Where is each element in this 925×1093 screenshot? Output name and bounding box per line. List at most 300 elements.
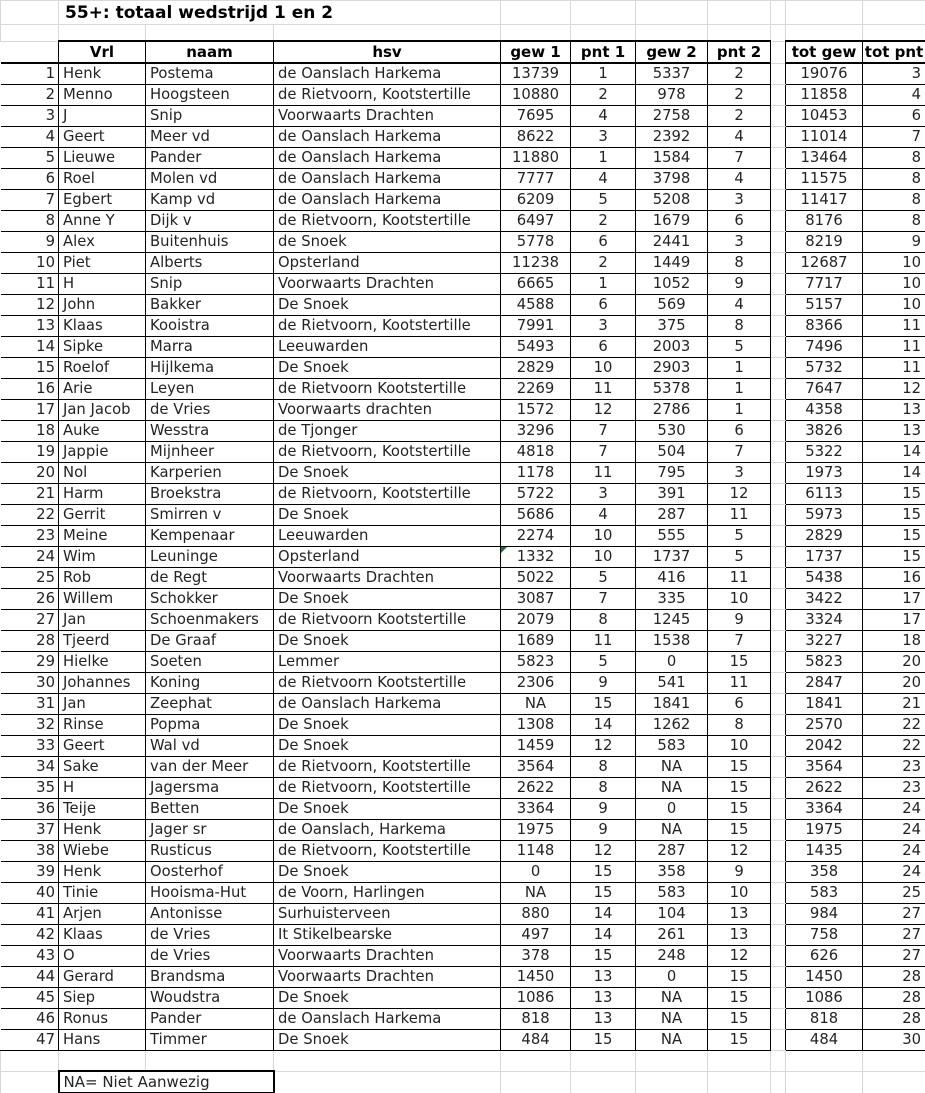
- rank-cell[interactable]: 44: [1, 967, 59, 988]
- pnt1-cell[interactable]: 8: [571, 778, 636, 799]
- rank-cell[interactable]: 15: [1, 358, 59, 379]
- firstname-cell[interactable]: Roel: [59, 169, 146, 190]
- header-gew1[interactable]: gew 1: [501, 41, 571, 63]
- totpnt-cell[interactable]: 23: [863, 757, 925, 778]
- pnt2-cell[interactable]: 15: [708, 799, 771, 820]
- rank-cell[interactable]: 27: [1, 610, 59, 631]
- totgew-cell[interactable]: 11575: [786, 169, 863, 190]
- pnt2-cell[interactable]: 15: [708, 967, 771, 988]
- totpnt-cell[interactable]: 27: [863, 946, 925, 967]
- pnt2-cell[interactable]: 13: [708, 925, 771, 946]
- empty-cell[interactable]: [501, 1051, 571, 1072]
- rank-cell[interactable]: 8: [1, 211, 59, 232]
- gew2-cell[interactable]: 2003: [636, 337, 708, 358]
- pnt2-cell[interactable]: 15: [708, 1009, 771, 1030]
- gew2-cell[interactable]: 504: [636, 442, 708, 463]
- totgew-cell[interactable]: 1450: [786, 967, 863, 988]
- club-cell[interactable]: de Rietvoorn Kootstertille: [274, 673, 501, 694]
- gew1-cell[interactable]: 0: [501, 862, 571, 883]
- lastname-cell[interactable]: Soeten: [146, 652, 274, 673]
- pnt1-cell[interactable]: 14: [571, 925, 636, 946]
- rank-cell[interactable]: 20: [1, 463, 59, 484]
- totgew-cell[interactable]: 5157: [786, 295, 863, 316]
- firstname-cell[interactable]: Wiebe: [59, 841, 146, 862]
- pnt1-cell[interactable]: 3: [571, 316, 636, 337]
- rank-cell[interactable]: 36: [1, 799, 59, 820]
- header-totgew[interactable]: tot gew: [786, 41, 863, 63]
- gew1-cell[interactable]: 378: [501, 946, 571, 967]
- totpnt-cell[interactable]: 15: [863, 526, 925, 547]
- gew2-cell[interactable]: 391: [636, 484, 708, 505]
- club-cell[interactable]: De Snoek: [274, 295, 501, 316]
- totgew-cell[interactable]: 3364: [786, 799, 863, 820]
- gew2-cell[interactable]: 978: [636, 85, 708, 106]
- pnt2-cell[interactable]: 3: [708, 190, 771, 211]
- gew1-cell[interactable]: 1572: [501, 400, 571, 421]
- totpnt-cell[interactable]: 17: [863, 589, 925, 610]
- club-cell[interactable]: de Oanslach, Harkema: [274, 820, 501, 841]
- totpnt-cell[interactable]: 27: [863, 925, 925, 946]
- gew2-cell[interactable]: 1262: [636, 715, 708, 736]
- totgew-cell[interactable]: 2847: [786, 673, 863, 694]
- totpnt-cell[interactable]: 14: [863, 442, 925, 463]
- pnt1-cell[interactable]: 5: [571, 568, 636, 589]
- firstname-cell[interactable]: Egbert: [59, 190, 146, 211]
- club-cell[interactable]: De Snoek: [274, 988, 501, 1009]
- totpnt-cell[interactable]: 15: [863, 547, 925, 568]
- pnt1-cell[interactable]: 14: [571, 904, 636, 925]
- gew1-cell[interactable]: 5722: [501, 484, 571, 505]
- gew2-cell[interactable]: 2903: [636, 358, 708, 379]
- gew2-cell[interactable]: 375: [636, 316, 708, 337]
- rank-cell[interactable]: 23: [1, 526, 59, 547]
- gew1-cell[interactable]: 13739: [501, 63, 571, 85]
- totgew-cell[interactable]: 7496: [786, 337, 863, 358]
- totgew-cell[interactable]: 3826: [786, 421, 863, 442]
- firstname-cell[interactable]: Hans: [59, 1030, 146, 1051]
- gew1-cell[interactable]: 818: [501, 1009, 571, 1030]
- empty-cell[interactable]: [501, 25, 571, 42]
- club-cell[interactable]: De Snoek: [274, 799, 501, 820]
- rank-cell[interactable]: 16: [1, 379, 59, 400]
- totgew-cell[interactable]: 1086: [786, 988, 863, 1009]
- gew2-cell[interactable]: 583: [636, 883, 708, 904]
- totgew-cell[interactable]: 8366: [786, 316, 863, 337]
- gew2-cell[interactable]: NA: [636, 757, 708, 778]
- gew1-cell[interactable]: 5823: [501, 652, 571, 673]
- gew2-cell[interactable]: 583: [636, 736, 708, 757]
- lastname-cell[interactable]: Antonisse: [146, 904, 274, 925]
- firstname-cell[interactable]: Rob: [59, 568, 146, 589]
- pnt1-cell[interactable]: 11: [571, 379, 636, 400]
- rank-cell[interactable]: 4: [1, 127, 59, 148]
- club-cell[interactable]: De Snoek: [274, 358, 501, 379]
- pnt1-cell[interactable]: 15: [571, 862, 636, 883]
- totgew-cell[interactable]: 8176: [786, 211, 863, 232]
- gew1-cell[interactable]: 1689: [501, 631, 571, 652]
- empty-cell[interactable]: [636, 1071, 708, 1093]
- firstname-cell[interactable]: Ronus: [59, 1009, 146, 1030]
- club-cell[interactable]: de Rietvoorn, Kootstertille: [274, 484, 501, 505]
- gew1-cell[interactable]: 5686: [501, 505, 571, 526]
- lastname-cell[interactable]: Schoenmakers: [146, 610, 274, 631]
- gew1-cell[interactable]: 7991: [501, 316, 571, 337]
- pnt2-cell[interactable]: 3: [708, 463, 771, 484]
- club-cell[interactable]: Opsterland: [274, 547, 501, 568]
- rank-cell[interactable]: 18: [1, 421, 59, 442]
- pnt2-cell[interactable]: 6: [708, 211, 771, 232]
- club-cell[interactable]: Lemmer: [274, 652, 501, 673]
- totpnt-cell[interactable]: 9: [863, 232, 925, 253]
- club-cell[interactable]: de Oanslach Harkema: [274, 148, 501, 169]
- rank-cell[interactable]: 30: [1, 673, 59, 694]
- pnt2-cell[interactable]: 1: [708, 358, 771, 379]
- gew1-cell[interactable]: 11238: [501, 253, 571, 274]
- pnt1-cell[interactable]: 8: [571, 757, 636, 778]
- gew2-cell[interactable]: 287: [636, 505, 708, 526]
- totgew-cell[interactable]: 3227: [786, 631, 863, 652]
- pnt2-cell[interactable]: 8: [708, 316, 771, 337]
- pnt1-cell[interactable]: 10: [571, 358, 636, 379]
- pnt2-cell[interactable]: 12: [708, 841, 771, 862]
- gew2-cell[interactable]: 555: [636, 526, 708, 547]
- gew2-cell[interactable]: NA: [636, 778, 708, 799]
- rank-cell[interactable]: 3: [1, 106, 59, 127]
- lastname-cell[interactable]: Postema: [146, 63, 274, 85]
- pnt2-cell[interactable]: 4: [708, 169, 771, 190]
- totpnt-cell[interactable]: 10: [863, 295, 925, 316]
- pnt2-cell[interactable]: 15: [708, 1030, 771, 1051]
- firstname-cell[interactable]: Meine: [59, 526, 146, 547]
- empty-cell[interactable]: [786, 1051, 863, 1072]
- gew2-cell[interactable]: 1052: [636, 274, 708, 295]
- pnt2-cell[interactable]: 7: [708, 631, 771, 652]
- gew1-cell[interactable]: 1459: [501, 736, 571, 757]
- rank-cell[interactable]: 32: [1, 715, 59, 736]
- pnt2-cell[interactable]: 6: [708, 694, 771, 715]
- lastname-cell[interactable]: Brandsma: [146, 967, 274, 988]
- gew2-cell[interactable]: 1538: [636, 631, 708, 652]
- gew2-cell[interactable]: NA: [636, 1030, 708, 1051]
- lastname-cell[interactable]: Schokker: [146, 589, 274, 610]
- gew2-cell[interactable]: NA: [636, 988, 708, 1009]
- rank-cell[interactable]: 26: [1, 589, 59, 610]
- pnt2-cell[interactable]: 9: [708, 274, 771, 295]
- club-cell[interactable]: de Tjonger: [274, 421, 501, 442]
- lastname-cell[interactable]: Hooisma-Hut: [146, 883, 274, 904]
- firstname-cell[interactable]: Teije: [59, 799, 146, 820]
- empty-cell[interactable]: [1, 1051, 59, 1072]
- lastname-cell[interactable]: de Regt: [146, 568, 274, 589]
- totgew-cell[interactable]: 2622: [786, 778, 863, 799]
- rank-cell[interactable]: 12: [1, 295, 59, 316]
- pnt1-cell[interactable]: 10: [571, 547, 636, 568]
- lastname-cell[interactable]: Snip: [146, 106, 274, 127]
- totgew-cell[interactable]: 7717: [786, 274, 863, 295]
- header-naam[interactable]: naam: [146, 41, 274, 63]
- firstname-cell[interactable]: Geert: [59, 127, 146, 148]
- totpnt-cell[interactable]: 8: [863, 148, 925, 169]
- firstname-cell[interactable]: Klaas: [59, 316, 146, 337]
- empty-cell[interactable]: [786, 25, 863, 42]
- lastname-cell[interactable]: Koning: [146, 673, 274, 694]
- totpnt-cell[interactable]: 28: [863, 1009, 925, 1030]
- club-cell[interactable]: Voorwaarts drachten: [274, 400, 501, 421]
- empty-cell[interactable]: [501, 1, 571, 25]
- totgew-cell[interactable]: 10453: [786, 106, 863, 127]
- firstname-cell[interactable]: H: [59, 274, 146, 295]
- firstname-cell[interactable]: H: [59, 778, 146, 799]
- pnt2-cell[interactable]: 4: [708, 295, 771, 316]
- totpnt-cell[interactable]: 10: [863, 274, 925, 295]
- gew1-cell[interactable]: 3364: [501, 799, 571, 820]
- rank-cell[interactable]: 45: [1, 988, 59, 1009]
- lastname-cell[interactable]: Hijlkema: [146, 358, 274, 379]
- rank-cell[interactable]: 31: [1, 694, 59, 715]
- club-cell[interactable]: de Rietvoorn, Kootstertille: [274, 757, 501, 778]
- gew2-cell[interactable]: 3798: [636, 169, 708, 190]
- pnt1-cell[interactable]: 11: [571, 463, 636, 484]
- empty-cell[interactable]: [708, 1, 771, 25]
- rank-cell[interactable]: 35: [1, 778, 59, 799]
- empty-cell[interactable]: [771, 1051, 786, 1072]
- totgew-cell[interactable]: 818: [786, 1009, 863, 1030]
- lastname-cell[interactable]: Karperien: [146, 463, 274, 484]
- totgew-cell[interactable]: 3564: [786, 757, 863, 778]
- gew1-cell[interactable]: 1308: [501, 715, 571, 736]
- club-cell[interactable]: de Rietvoorn, Kootstertille: [274, 778, 501, 799]
- empty-cell[interactable]: [636, 1051, 708, 1072]
- club-cell[interactable]: De Snoek: [274, 505, 501, 526]
- totpnt-cell[interactable]: 8: [863, 169, 925, 190]
- totgew-cell[interactable]: 4358: [786, 400, 863, 421]
- totgew-cell[interactable]: 19076: [786, 63, 863, 85]
- gew1-cell[interactable]: 484: [501, 1030, 571, 1051]
- totgew-cell[interactable]: 1737: [786, 547, 863, 568]
- totgew-cell[interactable]: 2829: [786, 526, 863, 547]
- totpnt-cell[interactable]: 10: [863, 253, 925, 274]
- empty-cell[interactable]: [274, 1051, 501, 1072]
- firstname-cell[interactable]: Henk: [59, 862, 146, 883]
- gew2-cell[interactable]: NA: [636, 1009, 708, 1030]
- totgew-cell[interactable]: 2570: [786, 715, 863, 736]
- pnt2-cell[interactable]: 2: [708, 63, 771, 85]
- lastname-cell[interactable]: Wal vd: [146, 736, 274, 757]
- pnt1-cell[interactable]: 12: [571, 400, 636, 421]
- pnt1-cell[interactable]: 14: [571, 715, 636, 736]
- totpnt-cell[interactable]: 27: [863, 904, 925, 925]
- pnt2-cell[interactable]: 4: [708, 127, 771, 148]
- totpnt-cell[interactable]: 20: [863, 652, 925, 673]
- gew2-cell[interactable]: 1449: [636, 253, 708, 274]
- pnt2-cell[interactable]: 3: [708, 232, 771, 253]
- pnt2-cell[interactable]: 9: [708, 610, 771, 631]
- totpnt-cell[interactable]: 11: [863, 358, 925, 379]
- gew1-cell[interactable]: 1450: [501, 967, 571, 988]
- totpnt-cell[interactable]: 8: [863, 190, 925, 211]
- firstname-cell[interactable]: Wim: [59, 547, 146, 568]
- totgew-cell[interactable]: 583: [786, 883, 863, 904]
- pnt2-cell[interactable]: 12: [708, 946, 771, 967]
- empty-cell[interactable]: [1, 1071, 59, 1093]
- totpnt-cell[interactable]: 15: [863, 505, 925, 526]
- gew2-cell[interactable]: 1679: [636, 211, 708, 232]
- firstname-cell[interactable]: Jan Jacob: [59, 400, 146, 421]
- pnt1-cell[interactable]: 2: [571, 85, 636, 106]
- totpnt-cell[interactable]: 16: [863, 568, 925, 589]
- gew2-cell[interactable]: 335: [636, 589, 708, 610]
- pnt1-cell[interactable]: 7: [571, 421, 636, 442]
- lastname-cell[interactable]: Pander: [146, 148, 274, 169]
- firstname-cell[interactable]: Klaas: [59, 925, 146, 946]
- gew1-cell[interactable]: 1975: [501, 820, 571, 841]
- pnt1-cell[interactable]: 3: [571, 484, 636, 505]
- lastname-cell[interactable]: Kempenaar: [146, 526, 274, 547]
- rank-cell[interactable]: 19: [1, 442, 59, 463]
- gew2-cell[interactable]: 795: [636, 463, 708, 484]
- club-cell[interactable]: de Rietvoorn, Kootstertille: [274, 841, 501, 862]
- gew1-cell[interactable]: 7695: [501, 106, 571, 127]
- club-cell[interactable]: Leeuwarden: [274, 337, 501, 358]
- firstname-cell[interactable]: Arjen: [59, 904, 146, 925]
- pnt1-cell[interactable]: 12: [571, 841, 636, 862]
- pnt1-cell[interactable]: 6: [571, 295, 636, 316]
- totpnt-cell[interactable]: 23: [863, 778, 925, 799]
- gew2-cell[interactable]: 0: [636, 652, 708, 673]
- totpnt-cell[interactable]: 24: [863, 799, 925, 820]
- gew1-cell[interactable]: 1148: [501, 841, 571, 862]
- empty-cell[interactable]: [863, 25, 925, 42]
- pnt1-cell[interactable]: 15: [571, 694, 636, 715]
- pnt1-cell[interactable]: 13: [571, 1009, 636, 1030]
- pnt2-cell[interactable]: 11: [708, 505, 771, 526]
- empty-cell[interactable]: [863, 1051, 925, 1072]
- lastname-cell[interactable]: Dijk v: [146, 211, 274, 232]
- rank-cell[interactable]: 25: [1, 568, 59, 589]
- pnt2-cell[interactable]: 10: [708, 736, 771, 757]
- totpnt-cell[interactable]: 14: [863, 463, 925, 484]
- lastname-cell[interactable]: Bakker: [146, 295, 274, 316]
- pnt2-cell[interactable]: 5: [708, 337, 771, 358]
- totpnt-cell[interactable]: 8: [863, 211, 925, 232]
- pnt1-cell[interactable]: 9: [571, 673, 636, 694]
- totpnt-cell[interactable]: 11: [863, 337, 925, 358]
- firstname-cell[interactable]: Gerrit: [59, 505, 146, 526]
- lastname-cell[interactable]: Kooistra: [146, 316, 274, 337]
- empty-cell[interactable]: [863, 1071, 925, 1093]
- gew1-cell[interactable]: NA: [501, 883, 571, 904]
- club-cell[interactable]: de Oanslach Harkema: [274, 1009, 501, 1030]
- totgew-cell[interactable]: 6113: [786, 484, 863, 505]
- lastname-cell[interactable]: Marra: [146, 337, 274, 358]
- gew2-cell[interactable]: NA: [636, 820, 708, 841]
- empty-cell[interactable]: [571, 1, 636, 25]
- pnt2-cell[interactable]: 8: [708, 715, 771, 736]
- totgew-cell[interactable]: 13464: [786, 148, 863, 169]
- gew1-cell[interactable]: 10880: [501, 85, 571, 106]
- lastname-cell[interactable]: van der Meer: [146, 757, 274, 778]
- gew2-cell[interactable]: 0: [636, 967, 708, 988]
- pnt2-cell[interactable]: 13: [708, 904, 771, 925]
- pnt2-cell[interactable]: 6: [708, 421, 771, 442]
- club-cell[interactable]: Voorwaarts Drachten: [274, 106, 501, 127]
- empty-cell[interactable]: [274, 25, 501, 42]
- rank-cell[interactable]: 33: [1, 736, 59, 757]
- rank-cell[interactable]: 28: [1, 631, 59, 652]
- gew2-cell[interactable]: 104: [636, 904, 708, 925]
- pnt1-cell[interactable]: 15: [571, 946, 636, 967]
- totgew-cell[interactable]: 5823: [786, 652, 863, 673]
- gew2-cell[interactable]: 248: [636, 946, 708, 967]
- totgew-cell[interactable]: 358: [786, 862, 863, 883]
- totgew-cell[interactable]: 1841: [786, 694, 863, 715]
- lastname-cell[interactable]: Buitenhuis: [146, 232, 274, 253]
- club-cell[interactable]: de Oanslach Harkema: [274, 190, 501, 211]
- header-vrl[interactable]: Vrl: [59, 41, 146, 63]
- totgew-cell[interactable]: 984: [786, 904, 863, 925]
- pnt1-cell[interactable]: 8: [571, 610, 636, 631]
- totpnt-cell[interactable]: 24: [863, 820, 925, 841]
- totgew-cell[interactable]: 11014: [786, 127, 863, 148]
- totgew-cell[interactable]: 3324: [786, 610, 863, 631]
- pnt2-cell[interactable]: 7: [708, 442, 771, 463]
- rank-cell[interactable]: 41: [1, 904, 59, 925]
- gew2-cell[interactable]: 1245: [636, 610, 708, 631]
- gew1-cell[interactable]: 8622: [501, 127, 571, 148]
- firstname-cell[interactable]: Henk: [59, 63, 146, 85]
- pnt1-cell[interactable]: 6: [571, 337, 636, 358]
- pnt1-cell[interactable]: 7: [571, 442, 636, 463]
- totpnt-cell[interactable]: 22: [863, 736, 925, 757]
- rank-cell[interactable]: 11: [1, 274, 59, 295]
- firstname-cell[interactable]: Alex: [59, 232, 146, 253]
- club-cell[interactable]: de Oanslach Harkema: [274, 169, 501, 190]
- lastname-cell[interactable]: Molen vd: [146, 169, 274, 190]
- pnt1-cell[interactable]: 2: [571, 211, 636, 232]
- empty-cell[interactable]: [146, 25, 274, 42]
- lastname-cell[interactable]: de Vries: [146, 400, 274, 421]
- rank-cell[interactable]: 5: [1, 148, 59, 169]
- totgew-cell[interactable]: 5438: [786, 568, 863, 589]
- lastname-cell[interactable]: Zeephat: [146, 694, 274, 715]
- gew1-cell[interactable]: 1178: [501, 463, 571, 484]
- pnt1-cell[interactable]: 13: [571, 988, 636, 1009]
- totgew-cell[interactable]: 12687: [786, 253, 863, 274]
- gew1-cell[interactable]: 5022: [501, 568, 571, 589]
- lastname-cell[interactable]: Timmer: [146, 1030, 274, 1051]
- gew2-cell[interactable]: 2441: [636, 232, 708, 253]
- empty-cell[interactable]: [636, 1, 708, 25]
- gew2-cell[interactable]: 5378: [636, 379, 708, 400]
- pnt2-cell[interactable]: 12: [708, 484, 771, 505]
- gew2-cell[interactable]: 541: [636, 673, 708, 694]
- totpnt-cell[interactable]: 12: [863, 379, 925, 400]
- rank-cell[interactable]: 43: [1, 946, 59, 967]
- club-cell[interactable]: De Snoek: [274, 631, 501, 652]
- rank-cell[interactable]: 1: [1, 63, 59, 85]
- lastname-cell[interactable]: De Graaf: [146, 631, 274, 652]
- gew1-cell[interactable]: 3087: [501, 589, 571, 610]
- pnt1-cell[interactable]: 1: [571, 148, 636, 169]
- pnt2-cell[interactable]: 11: [708, 673, 771, 694]
- pnt1-cell[interactable]: 6: [571, 232, 636, 253]
- totpnt-cell[interactable]: 28: [863, 967, 925, 988]
- gew1-cell[interactable]: NA: [501, 694, 571, 715]
- firstname-cell[interactable]: Rinse: [59, 715, 146, 736]
- club-cell[interactable]: de Rietvoorn, Kootstertille: [274, 442, 501, 463]
- rank-cell[interactable]: 6: [1, 169, 59, 190]
- totgew-cell[interactable]: 5322: [786, 442, 863, 463]
